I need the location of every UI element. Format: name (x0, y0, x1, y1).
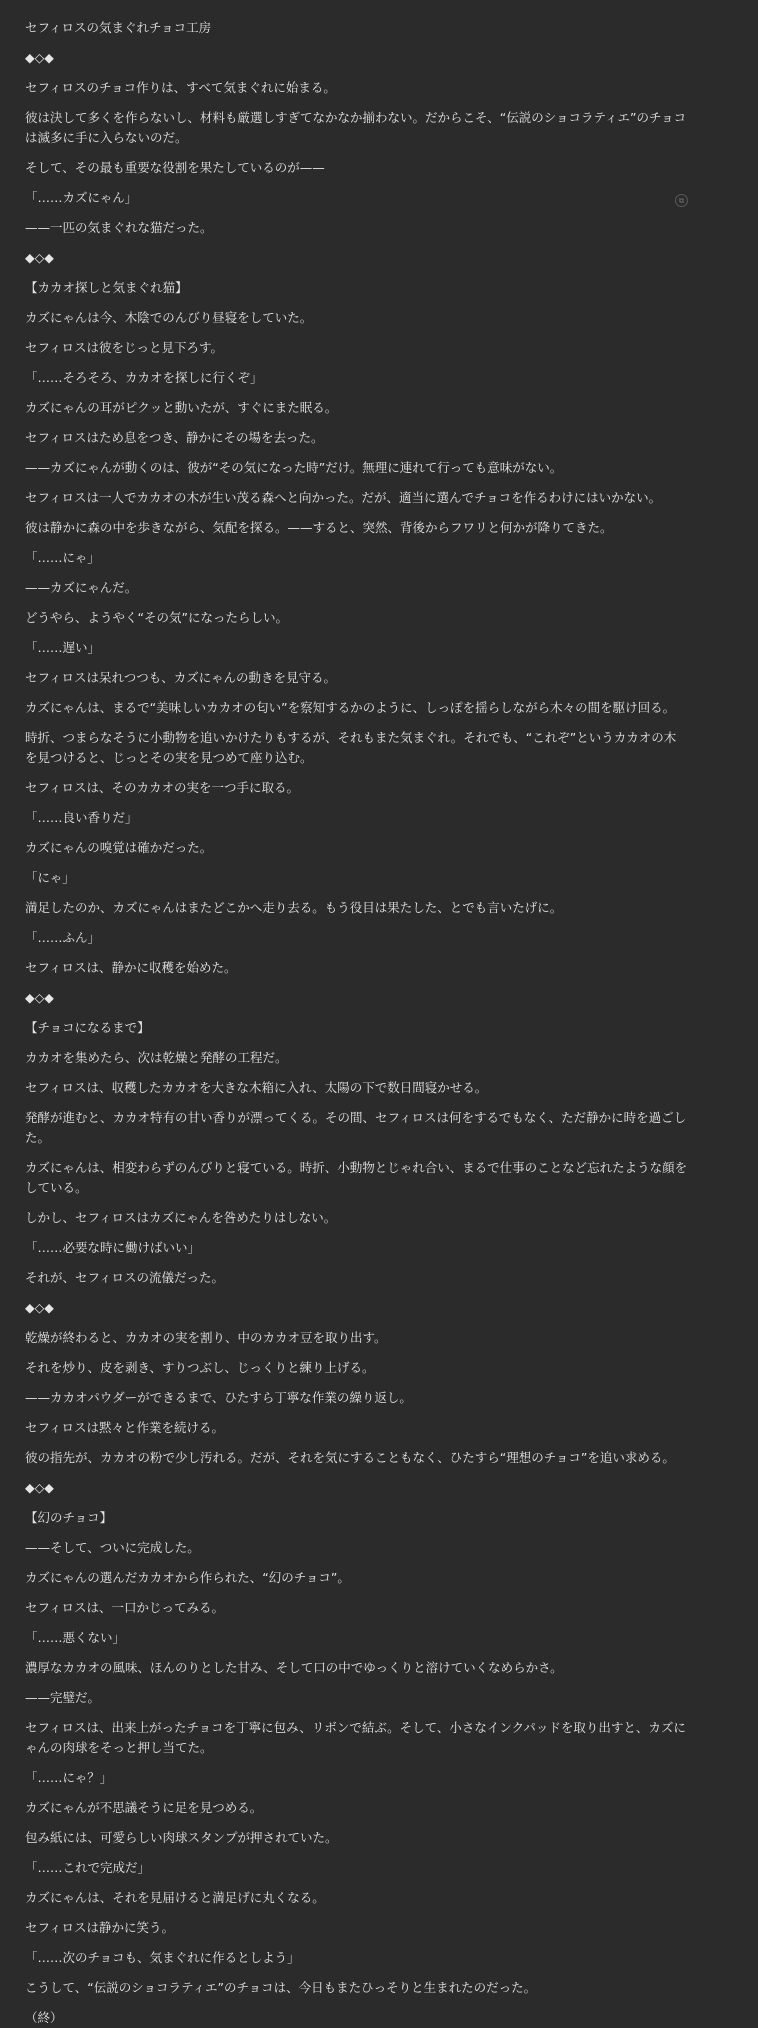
story-paragraph: カズにゃんが不思議そうに足を見つめる。 (25, 1800, 263, 1815)
story-paragraph: カズにゃんの嗅覚は確かだった。 (25, 840, 213, 855)
story-paragraph: しかし、セフィロスはカズにゃんを咎めたりはしない。 (25, 1210, 337, 1225)
section-heading: 【カカオ探しと気まぐれ猫】 (25, 280, 188, 295)
story-paragraph: 濃厚なカカオの風味、ほんのりとした甘み、そして口の中でゆっくりと溶けていくなめらかさ。 (25, 1660, 563, 1675)
story-paragraph: セフィロスのチョコ作りは、すべて気まぐれに始まる。 (25, 80, 336, 95)
dialogue-line: 「にゃ」 (25, 870, 75, 885)
story-title: セフィロスの気まぐれチョコ工房 (25, 20, 212, 35)
dialogue-line: 「……悪くない」 (25, 1630, 126, 1645)
story-paragraph: カズにゃんは今、木陰でのんびり昼寝をしていた。 (25, 310, 313, 325)
story-paragraph: カズにゃんの選んだカカオから作られた、“幻のチョコ”。 (25, 1570, 350, 1585)
dialogue-line: 「……必要な時に働けばいい」 (25, 1240, 201, 1255)
story-paragraph: セフィロスは、静かに収穫を始めた。 (25, 960, 237, 975)
story-paragraph: セフィロスは静かに笑う。 (25, 1920, 175, 1935)
section-separator: ◆◇◆ (25, 1480, 54, 1495)
story-paragraph: カズにゃんは、相変わらずのんびりと寝ている。時折、小動物とじゃれ合い、まるで仕事のことなど忘れたような顔をしている。 (25, 1160, 688, 1195)
dialogue-line: 「……そろそろ、カカオを探しに行くぞ」 (25, 370, 263, 385)
story-paragraph: カズにゃんは、それを見届けると満足げに丸くなる。 (25, 1890, 325, 1905)
story-paragraph: 彼は静かに森の中を歩きながら、気配を探る。——すると、突然、背後からフワリと何かが降りてきた。 (25, 520, 613, 535)
story-paragraph: ——一匹の気まぐれな猫だった。 (25, 220, 213, 235)
story-paragraph: 彼の指先が、カカオの粉で少し汚れる。だが、それを気にすることもなく、ひたすら“理想のチョコ”を追い求める。 (25, 1450, 675, 1465)
dialogue-line: 「……遅い」 (25, 640, 101, 655)
dialogue-line: 「……にゃ」 (25, 550, 100, 565)
story-paragraph: セフィロスは、そのカカオの実を一つ手に取る。 (25, 780, 300, 795)
story-paragraph: ——カズにゃんだ。 (25, 580, 138, 595)
story-paragraph: カカオを集めたら、次は乾燥と発酵の工程だ。 (25, 1050, 288, 1065)
story-paragraph: 発酵が進むと、カカオ特有の甘い香りが漂ってくる。その間、セフィロスは何をするでもなく、ただ静かに時を過ごした。 (25, 1110, 687, 1145)
story-body (25, 18, 688, 2028)
dialogue-line: 「……カズにゃん」 (25, 190, 138, 205)
story-paragraph: セフィロスは一人でカカオの木が生い茂る森へと向かった。だが、適当に選んでチョコを作るわけにはいかない。 (25, 490, 662, 505)
story-paragraph: 時折、つまらなそうに小動物を追いかけたりもするが、それもまた気まぐれ。それでも、“これぞ”というカカオの木を見つけると、じっとその実を見つめて座り込む。 (25, 730, 677, 765)
section-heading: 【幻のチョコ】 (25, 1510, 113, 1525)
dialogue-line: 「……次のチョコも、気まぐれに作るとしよう」 (25, 1950, 300, 1965)
section-separator: ◆◇◆ (25, 990, 54, 1005)
story-paragraph: それが、セフィロスの流儀だった。 (25, 1270, 225, 1285)
story-paragraph: セフィロスは彼をじっと見下ろす。 (25, 340, 224, 355)
dialogue-line: 「……良い香りだ」 (25, 810, 138, 825)
story-paragraph: ——カズにゃんが動くのは、彼が“その気になった時”だけ。無理に連れて行っても意味がない。 (25, 460, 563, 475)
story-paragraph: こうして、“伝説のショコラティエ”のチョコは、今日もまたひっそりと生まれたのだった。 (25, 1980, 537, 1995)
story-paragraph: セフィロスは黙々と作業を続ける。 (25, 1420, 225, 1435)
section-separator: ◆◇◆ (25, 50, 54, 65)
story-paragraph: そして、その最も重要な役割を果たしているのが—— (25, 160, 325, 175)
end-mark: （終） (25, 2010, 63, 2025)
story-paragraph: セフィロスは、出来上がったチョコを丁寧に包み、リボンで結ぶ。そして、小さなインクパッドを取り出すと、カズにゃんの肉球をそっと押し当てた。 (25, 1720, 686, 1755)
story-paragraph: セフィロスは、収穫したカカオを大きな木箱に入れ、太陽の下で数日間寝かせる。 (25, 1080, 488, 1095)
story-paragraph: 包み紙には、可愛らしい肉球スタンプが押されていた。 (25, 1830, 338, 1845)
section-separator: ◆◇◆ (25, 250, 54, 265)
story-paragraph: カズにゃんは、まるで“美味しいカカオの匂い”を察知するかのように、しっぽを揺らしながら木々の間を駆け回る。 (25, 700, 676, 715)
story-paragraph: カズにゃんの耳がピクッと動いたが、すぐにまた眠る。 (25, 400, 338, 415)
story-paragraph: セフィロスはため息をつき、静かにその場を去った。 (25, 430, 324, 445)
story-paragraph: セフィロスは、一口かじってみる。 (25, 1600, 225, 1615)
story-paragraph: 満足したのか、カズにゃんはまたどこかへ走り去る。もう役目は果たした、とでも言いたげに。 (25, 900, 563, 915)
story-paragraph: ——そして、ついに完成した。 (25, 1540, 200, 1555)
story-paragraph: ——完璧だ。 (25, 1690, 101, 1705)
dialogue-line: 「……にゃ？」 (25, 1770, 113, 1785)
dialogue-line: 「……ふん」 (25, 930, 101, 945)
dialogue-line: 「……これで完成だ」 (25, 1860, 151, 1875)
section-separator: ◆◇◆ (25, 1300, 54, 1315)
story-paragraph: ——カカオパウダーができるまで、ひたすら丁寧な作業の繰り返し。 (25, 1390, 412, 1405)
section-heading: 【チョコになるまで】 (25, 1020, 150, 1035)
story-paragraph: どうやら、ようやく“その気”になったらしい。 (25, 610, 288, 625)
story-paragraph: それを炒り、皮を剥き、すりつぶし、じっくりと練り上げる。 (25, 1360, 375, 1375)
story-paragraph: 彼は決して多くを作らないし、材料も厳選しすぎてなかなか揃わない。だからこそ、“伝説のショコラティエ”のチョコは滅多に手に入らないのだ。 (25, 110, 687, 145)
story-paragraph: 乾燥が終わると、カカオの実を割り、中のカカオ豆を取り出す。 (25, 1330, 387, 1345)
copy-icon[interactable]: ⧉ (675, 194, 688, 207)
story-paragraph: セフィロスは呆れつつも、カズにゃんの動きを見守る。 (25, 670, 337, 685)
